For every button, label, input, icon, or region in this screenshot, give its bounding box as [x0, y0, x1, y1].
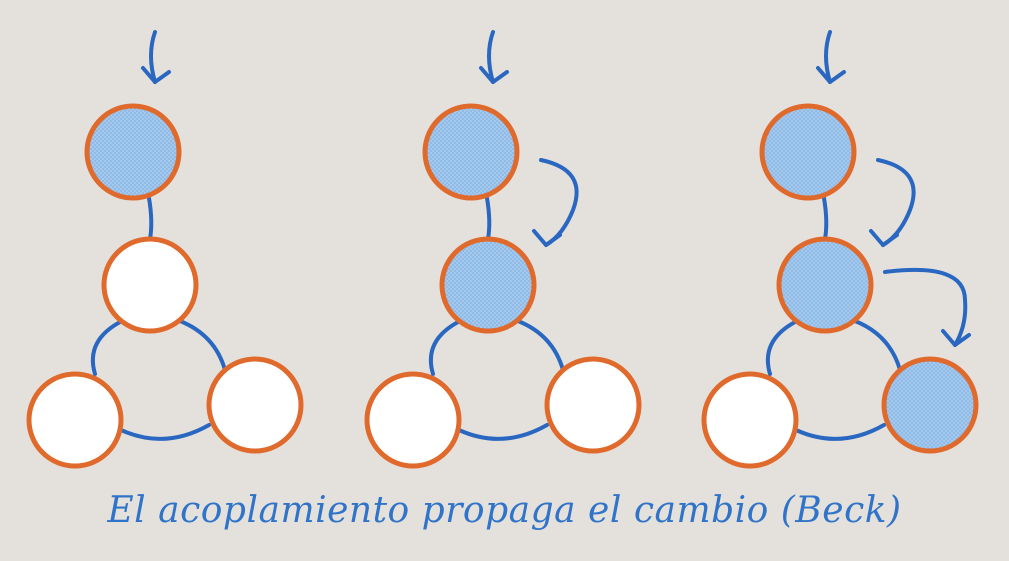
edge-bottom-left-bottom-right — [459, 425, 547, 439]
node-bottom-left-unchanged — [29, 374, 121, 466]
diagram-panel-1 — [29, 32, 301, 466]
edge-top-middle — [824, 198, 826, 239]
node-middle-unchanged — [104, 239, 196, 331]
edge-middle-bottom-right — [180, 321, 225, 370]
edge-top-middle — [149, 198, 151, 239]
edge-middle-bottom-left — [431, 321, 460, 374]
diagram-panel-3 — [704, 32, 976, 466]
node-middle-changed — [442, 239, 534, 331]
node-bottom-left-unchanged — [704, 374, 796, 466]
edge-bottom-left-bottom-right — [796, 425, 884, 439]
edge-middle-bottom-right — [855, 321, 900, 370]
node-top-changed — [425, 106, 517, 198]
node-bottom-right-unchanged — [547, 359, 639, 451]
entry-arrow — [143, 32, 169, 82]
node-top-changed — [87, 106, 179, 198]
node-bottom-right-changed — [884, 359, 976, 451]
edge-middle-bottom-left — [93, 321, 122, 374]
propagation-arrow-2 — [885, 270, 969, 345]
diagram-panel-2 — [367, 32, 639, 466]
node-middle-changed — [779, 239, 871, 331]
entry-arrow — [481, 32, 507, 82]
node-top-changed — [762, 106, 854, 198]
edge-bottom-left-bottom-right — [121, 425, 209, 439]
edge-middle-bottom-right — [518, 321, 563, 370]
propagation-arrow-1 — [871, 160, 914, 245]
entry-arrow — [818, 32, 844, 82]
edge-middle-bottom-left — [768, 321, 797, 374]
diagram-caption: El acoplamiento propaga el cambio (Beck) — [107, 490, 902, 531]
node-bottom-left-unchanged — [367, 374, 459, 466]
edge-top-middle — [487, 198, 489, 239]
propagation-arrow-1 — [534, 160, 577, 245]
node-bottom-right-unchanged — [209, 359, 301, 451]
